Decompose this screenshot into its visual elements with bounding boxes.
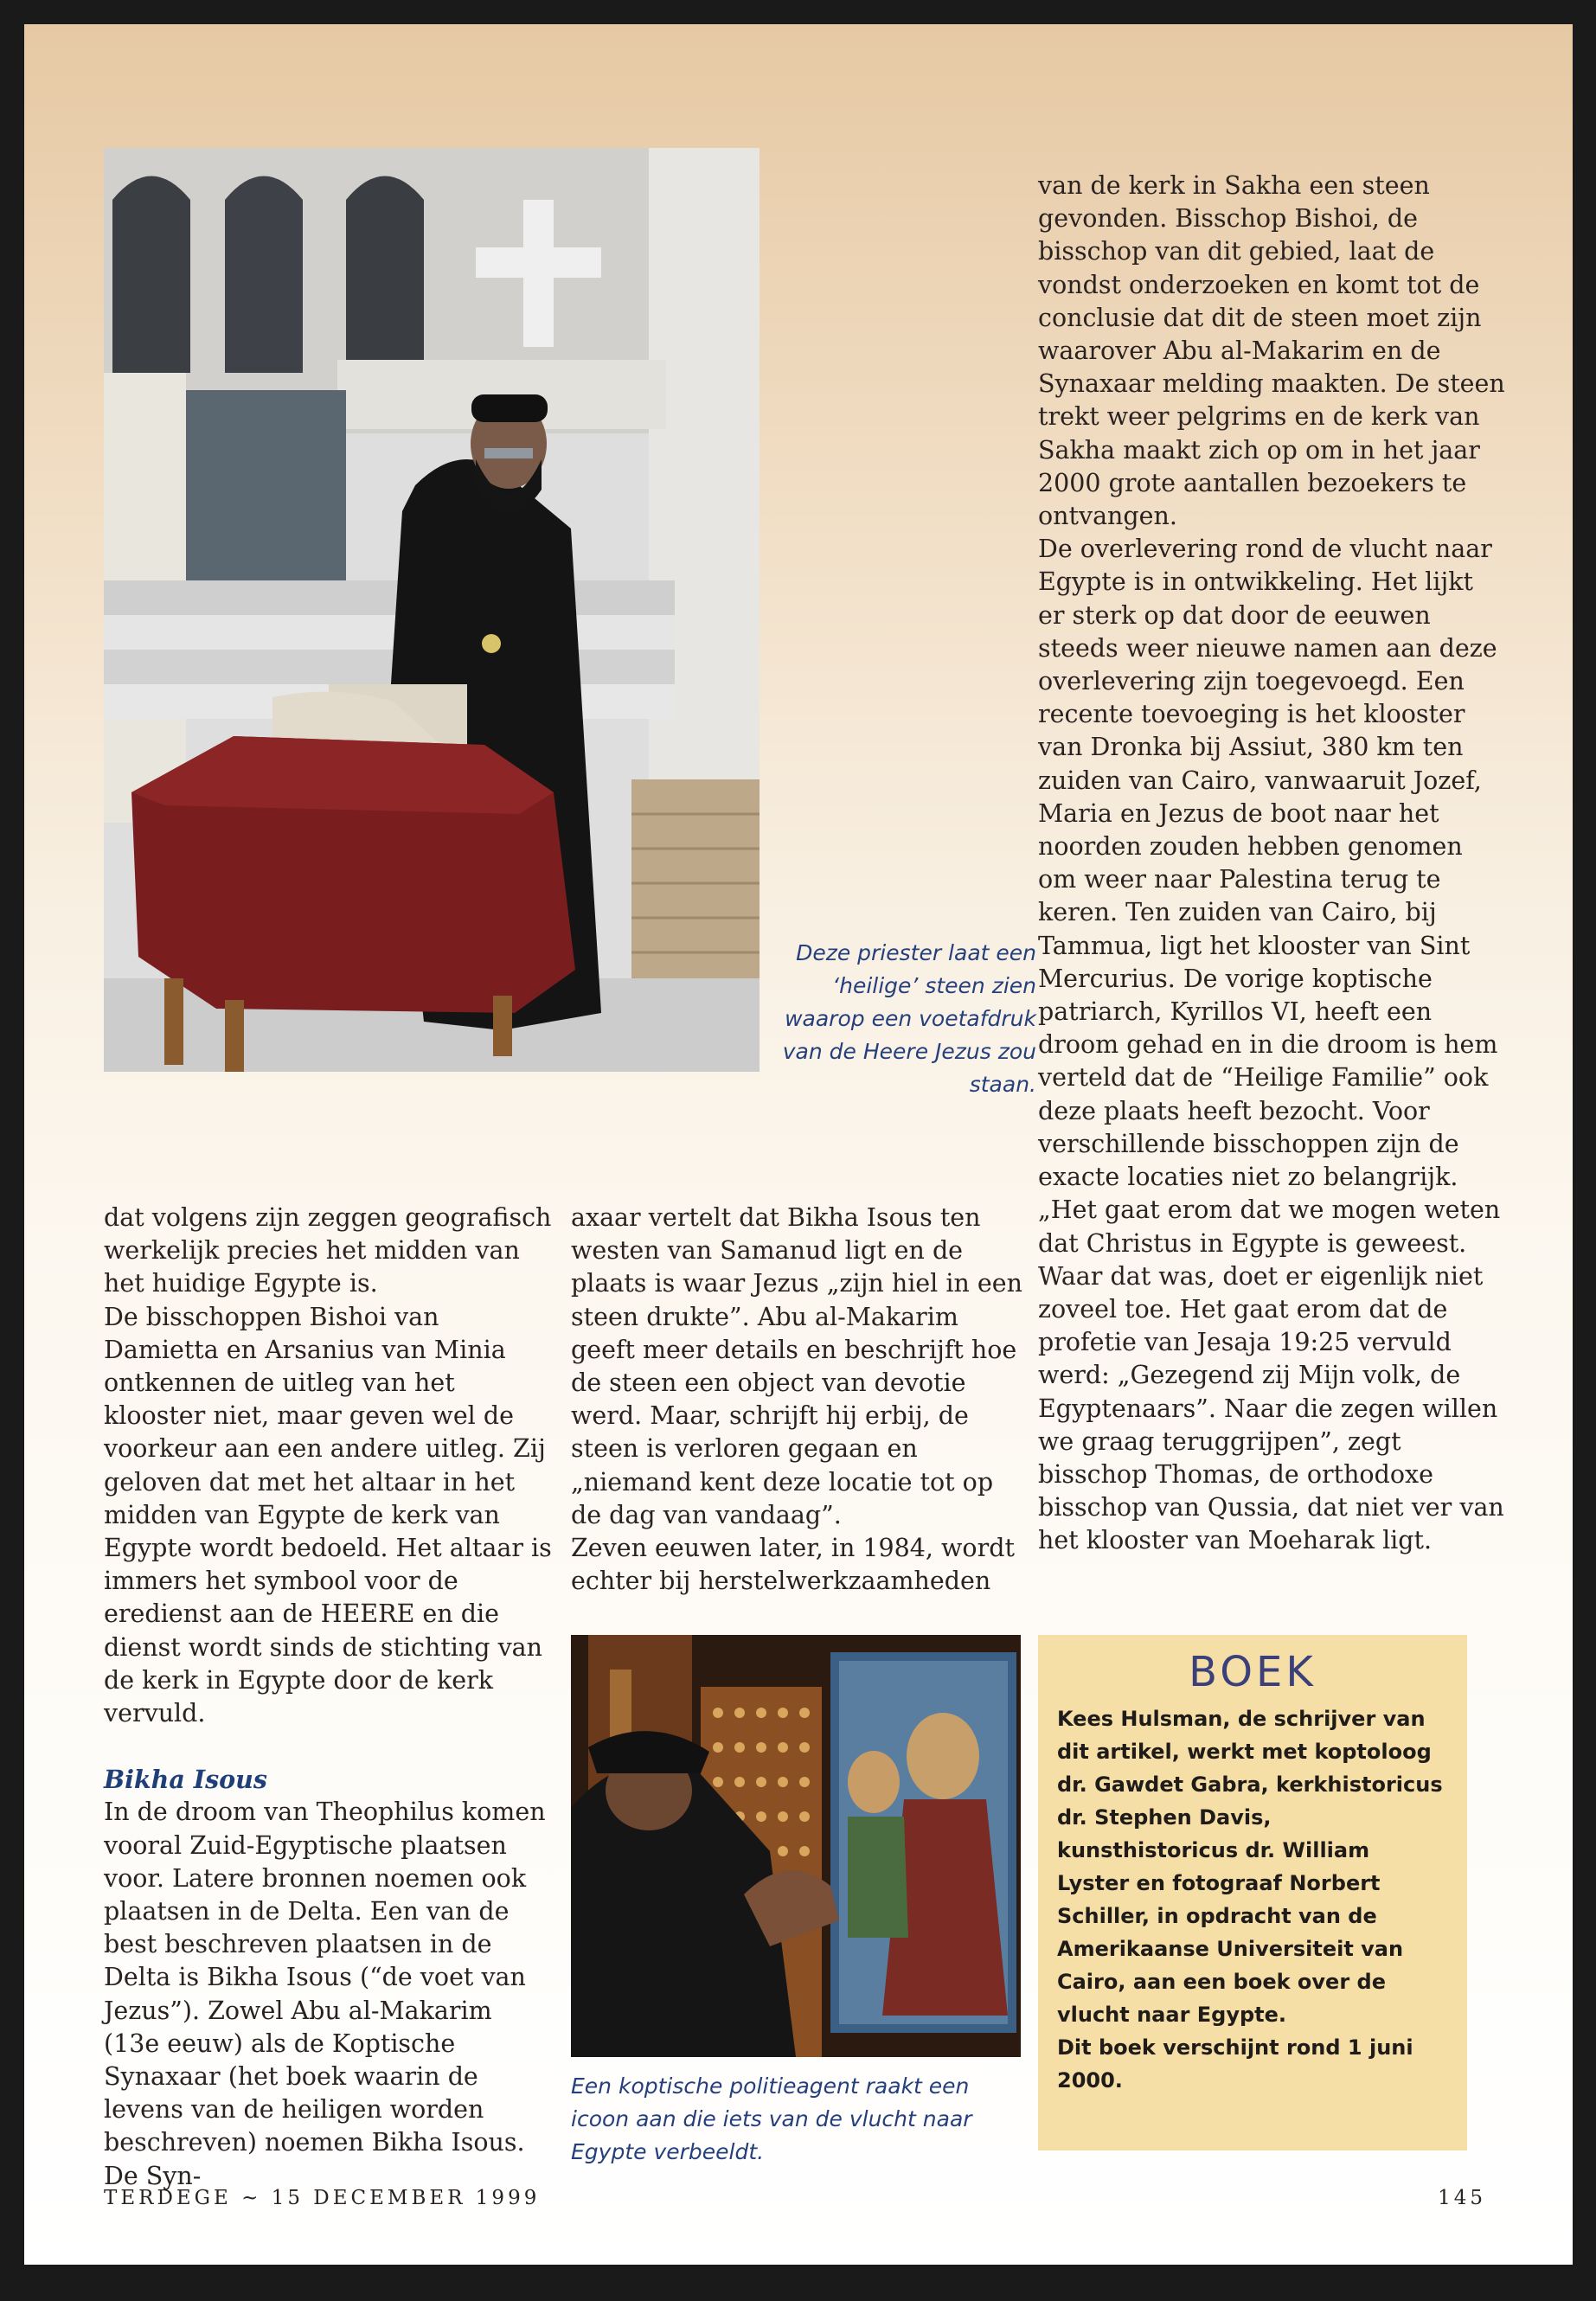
- left-paragraph-2: De bisschoppen Bishoi van Damietta en Arsanius van Minia ontkennen de uitleg van het klooster niet, maar geven wel de voorkeur aan een andere uitleg. Zij geloven dat met het altaar in het midden van Egypte de kerk van Egypte wordt bedoeld. Het altaar is immers het symbool voor de eredienst aan de HEERE en die dienst wordt sinds de stichting van de kerk in Egypte door de kerk vervuld.: [104, 1302, 552, 1728]
- priest-photo-caption: Deze priester laat een ‘heilige’ steen zien waarop een voetafdruk van de Heere Jezus zou staan.: [782, 940, 1036, 1097]
- policeman-icon-image: [571, 1635, 1021, 2057]
- boek-body: [1057, 1702, 1448, 2097]
- policeman-photo-caption: Een koptische politieagent raakt een icoon aan die iets van de vlucht naar Egypte verbeeldt.: [571, 2073, 972, 2164]
- page-number: 145: [1438, 2187, 1486, 2209]
- magazine-page: [24, 24, 1573, 2265]
- boek-paragraph-2: Dit boek verschijnt rond 1 juni 2000.: [1057, 2035, 1413, 2093]
- left-paragraph-3: In de droom van Theophilus komen vooral Zuid-Egyptische plaatsen voor. Latere bronnen noemen ook plaatsen in de Delta. Een van de best beschreven plaatsen in de Delta is Bikha Isous (“de voet van Jezus”). Zowel Abu al-Makarim (13e eeuw) als de Koptische Synaxaar (het boek waarin de levens van de heiligen worden beschreven) noemen Bikha Isous. De Syn-: [104, 1798, 546, 2190]
- priest-stone-image: [104, 148, 760, 1072]
- policeman-icon-photo: [571, 1635, 1021, 2057]
- boek-title: BOEK: [1189, 1648, 1317, 1696]
- boek-sidebar-box: [1038, 1635, 1467, 2150]
- middle-paragraph-1: axaar vertelt dat Bikha Isous ten westen van Samanud ligt en de plaats is waar Jezus „zijn hiel in een steen drukte”. Abu al-Makarim geeft meer details en beschrijft hoe de steen een object van devotie werd. Maar, schrijft hij erbij, de steen is verloren gegaan en „niemand kent deze locatie tot op de dag van vandaag”.: [571, 1203, 1022, 1529]
- right-paragraph-1: van de kerk in Sakha een steen gevonden. Bisschop Bishoi, de bisschop van dit gebied, laat de vondst onderzoeken en komt tot de conclusie dat dit de steen moet zijn waarover Abu al-Makarim en de Synaxaar melding maakten. De steen trekt weer pelgrims en de kerk van Sakha maakt zich op om in het jaar 2000 grote aantallen bezoekers te ontvangen.: [1038, 171, 1505, 531]
- boek-paragraph-1: Kees Hulsman, de schrijver van dit artikel, werkt met koptoloog dr. Gawdet Gabra, kerkhistoricus dr. Stephen Davis, kunsthistoricus dr. William Lyster en fotograaf Norbert Schiller, in opdracht van de Amerikaanse Universiteit van Cairo, aan een boek over de vlucht naar Egypte.: [1057, 1707, 1443, 2027]
- article-column-left: [104, 1202, 554, 2193]
- left-paragraph-1: dat volgens zijn zeggen geografisch werkelijk precies het midden van het huidige Egypte is.: [104, 1203, 552, 1298]
- footer-publication: TERDEGE ~ 15 DECEMBER 1999: [104, 2187, 541, 2209]
- article-column-right: [1038, 170, 1505, 1558]
- priest-stone-photo: [104, 148, 760, 1072]
- right-paragraph-2: De overlevering rond de vlucht naar Egypte is in ontwikkeling. Het lijkt er sterk op dat door de eeuwen steeds weer nieuwe namen aan deze overlevering zijn toegevoegd. Een recente toevoeging is het klooster van Dronka bij Assiut, 380 km ten zuiden van Cairo, vanwaaruit Jozef, Maria en Jezus de boot naar het noorden zouden hebben genomen om weer naar Palestina terug te keren. Ten zuiden van Cairo, bij Tammua, ligt het klooster van Sint Mercurius. De vorige koptische patriarch, Kyrillos VI, heeft een droom gehad en in die droom is hem verteld dat de “Heilige Familie” ook deze plaats heeft bezocht. Voor verschillende bisschoppen zijn de exacte locaties niet zo belangrijk. „Het gaat erom dat we mogen weten dat Christus in Egypte is geweest. Waar dat was, doet er eigenlijk niet zoveel toe. Het gaat erom dat de profetie van Jesaja 19:25 vervuld werd: „Gezegend zij Mijn volk, de Egyptenaars”. Naar die zegen willen we graag teruggrijpen”, zegt bisschop Thomas, de orthodoxe bisschop van Qussia, dat niet ver van het klooster van Moeharak ligt.: [1038, 535, 1504, 1555]
- middle-paragraph-2: Zeven eeuwen later, in 1984, wordt echter bij herstelwerkzaamheden: [571, 1534, 1015, 1596]
- section-subhead: Bikha Isous: [104, 1765, 267, 1795]
- article-column-middle: [571, 1202, 1029, 1598]
